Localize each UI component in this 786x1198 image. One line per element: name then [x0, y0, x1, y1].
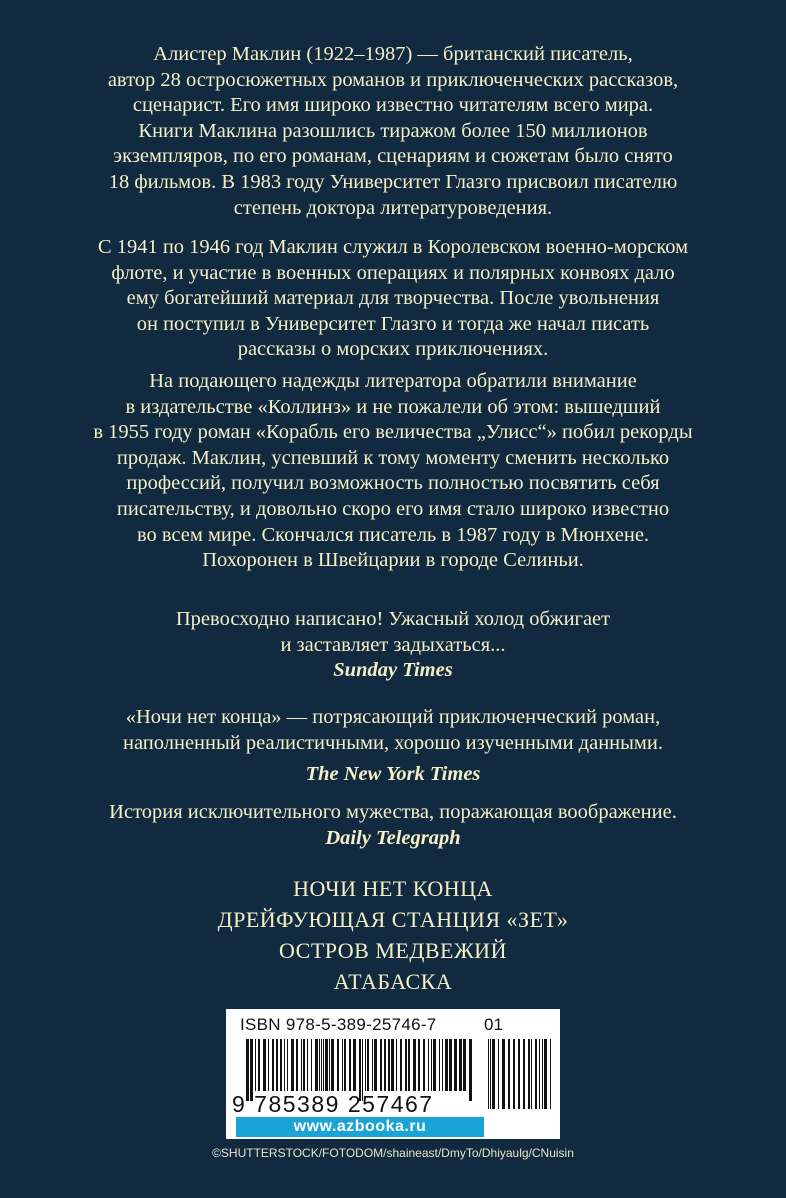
bio-line: он поступил в Университет Глазго и тогда же начал писать — [136, 312, 650, 335]
book-title: ОСТРОВ МЕДВЕЖИЙ — [279, 938, 507, 963]
barcode-bar — [492, 1039, 495, 1109]
review-quote-1 — [40, 607, 746, 684]
bio-line: флоте, и участие в военных операциях и полярных конвоях дало — [111, 261, 675, 284]
barcode-bar — [353, 1039, 356, 1091]
book-title: АТАБАСКА — [333, 969, 453, 994]
barcode-bar — [531, 1039, 532, 1109]
barcode-bar — [301, 1039, 302, 1091]
bio-line: Книги Маклина разошлись тиражом более 150 миллионов — [138, 119, 648, 142]
barcode-block — [226, 1009, 560, 1139]
barcode-bar — [442, 1039, 443, 1091]
barcode-bar — [380, 1039, 382, 1091]
bio-paragraph-2 — [60, 235, 726, 363]
barcode-bar — [258, 1039, 260, 1091]
barcode-bar — [433, 1039, 436, 1091]
barcode-bar — [418, 1039, 420, 1091]
barcode-bar — [349, 1039, 351, 1091]
barcode-bar — [413, 1039, 416, 1091]
barcode-bar — [528, 1039, 530, 1109]
quote-source: Daily Telegraph — [325, 826, 461, 849]
bio-line: во всем мире. Скончался писатель в 1987 году в Мюнхене. — [136, 523, 650, 546]
photo-credit: ©SHUTTERSTOCK/FOTODOM/shaineast/DmyTo/Dhiyaulg/CNuisin — [212, 1146, 574, 1160]
ean-digits: 9 785389 257467 — [232, 1091, 434, 1117]
barcode-bar — [523, 1039, 525, 1109]
barcode-bar — [513, 1039, 515, 1109]
barcode-bar — [550, 1039, 551, 1109]
barcode-bar — [400, 1039, 402, 1091]
barcode-bar — [423, 1039, 425, 1091]
barcode-bar — [367, 1039, 369, 1091]
addon-bars — [488, 1039, 551, 1109]
bio-line: профессий, получил возможность полностью посвятить себя — [126, 472, 660, 495]
barcode-bar — [321, 1039, 322, 1091]
bio-paragraph-1 — [60, 42, 726, 221]
bio-line: С 1941 по 1946 год Маклин служил в Королевском военно-морском — [97, 236, 689, 258]
barcode-bar — [323, 1039, 324, 1091]
quote-line: История исключительного мужества, поражающая воображение. — [109, 801, 677, 823]
barcode-bar — [272, 1039, 274, 1091]
barcode-bar — [408, 1039, 410, 1091]
book-title: НОЧИ НЕТ КОНЦА — [293, 876, 493, 901]
barcode-bar — [498, 1039, 499, 1109]
isbn-addon-code: 01 — [484, 1015, 503, 1034]
quote-source: The New York Times — [305, 763, 481, 786]
barcode-bar — [344, 1039, 346, 1091]
barcode-bar — [490, 1039, 491, 1109]
bio-line: Похоронен в Швейцарии в городе Селиньи. — [202, 549, 584, 572]
barcode-bar — [303, 1039, 305, 1091]
bio-line: автор 28 остросюжетных романов и приключенческих рассказов, — [107, 68, 679, 91]
barcode-bar — [488, 1039, 489, 1109]
barcode-bar — [388, 1039, 390, 1091]
barcode-bar — [291, 1039, 294, 1091]
barcode-bar — [449, 1039, 452, 1091]
barcode-bar — [307, 1039, 308, 1091]
barcode-bar — [544, 1039, 547, 1109]
bio-line: в издательстве «Коллинз» и не пожалели об этом: вышедший — [125, 395, 661, 418]
isbn-text: ISBN 978-5-389-25746-7 — [240, 1015, 437, 1034]
barcode-bar — [542, 1039, 543, 1109]
barcode-bar — [396, 1039, 397, 1091]
bio-line: степень доктора литературоведения. — [233, 196, 553, 219]
barcode-bar — [315, 1039, 318, 1091]
bio-line: 18 фильмов. В 1983 году Университет Глазго присвоил писателю — [108, 170, 678, 193]
barcode-bar — [331, 1039, 334, 1091]
book-titles-list — [0, 873, 786, 997]
barcode-bar — [463, 1039, 466, 1091]
barcode-bar — [384, 1039, 386, 1091]
barcode-bar — [439, 1039, 440, 1091]
barcode-bar — [365, 1039, 366, 1091]
barcode-bar — [469, 1039, 472, 1101]
bio-line: экземпляров, по его романам, сценариям и сюжетам было снято — [113, 145, 673, 168]
bio-line: Алистер Маклин (1922–1987) — британский писатель, — [153, 43, 633, 65]
barcode-bar — [405, 1039, 407, 1091]
barcode-bar — [431, 1039, 432, 1091]
barcode-bar — [276, 1039, 278, 1091]
barcode-bar — [445, 1039, 448, 1091]
barcode-bar — [391, 1039, 394, 1091]
barcode-bar — [296, 1039, 298, 1091]
barcode-bar — [374, 1039, 377, 1091]
barcode-bar — [319, 1039, 320, 1091]
barcode-bar — [454, 1039, 457, 1091]
review-quote-2 — [40, 705, 746, 788]
quote-line: и заставляет задыхаться... — [280, 633, 506, 656]
quote-line: Превосходно написано! Ужасный холод обжигает — [175, 608, 611, 630]
barcode-bar — [502, 1039, 505, 1109]
bio-line: сценарист. Его имя широко известно читателям всего мира. — [132, 94, 654, 117]
bio-line: продаж. Маклин, успевший к тому моменту сменить несколько — [116, 446, 670, 469]
barcode-bar — [459, 1039, 462, 1091]
barcode-bar — [539, 1039, 540, 1109]
book-title: ДРЕЙФУЮЩАЯ СТАНЦИЯ «ЗЕТ» — [217, 907, 569, 932]
quote-line: наполненный реалистичными, хорошо изученными данными. — [123, 731, 663, 754]
bio-line: писательству, и довольно скоро его имя стало широко известно — [116, 497, 670, 520]
barcode-bar — [268, 1039, 269, 1091]
bio-line: ему богатейший материал для творчества. После увольнения — [126, 287, 660, 310]
bio-line: рассказы о морских приключениях. — [237, 338, 549, 361]
barcode-bar — [287, 1039, 288, 1091]
barcode-bar — [372, 1039, 373, 1091]
quote-source: Sunday Times — [333, 659, 453, 682]
barcode-bar — [329, 1039, 330, 1091]
quote-line: «Ночи нет конца» — потрясающий приключенческий роман, — [125, 706, 661, 728]
barcode-bar — [428, 1039, 429, 1091]
barcode-bar — [342, 1039, 343, 1091]
review-quote-3 — [40, 800, 746, 851]
bio-line: На подающего надежды литератора обратили внимание — [149, 370, 637, 392]
bio-line: в 1955 году роман «Корабль его величества „Улисс“» побил рекорды — [93, 421, 693, 444]
bio-paragraph-3 — [60, 369, 726, 574]
barcode-bar — [325, 1039, 328, 1091]
barcode-bar — [255, 1039, 256, 1091]
barcode-bar — [337, 1039, 339, 1091]
barcode-bar — [280, 1039, 282, 1091]
barcode-bar — [518, 1039, 520, 1109]
barcode-bar — [284, 1039, 285, 1091]
website-link[interactable]: www.azbooka.ru — [236, 1117, 484, 1137]
barcode-bar — [263, 1039, 266, 1091]
barcode-bar — [311, 1039, 312, 1091]
barcode-bar — [508, 1039, 510, 1109]
barcode-bar — [535, 1039, 537, 1109]
